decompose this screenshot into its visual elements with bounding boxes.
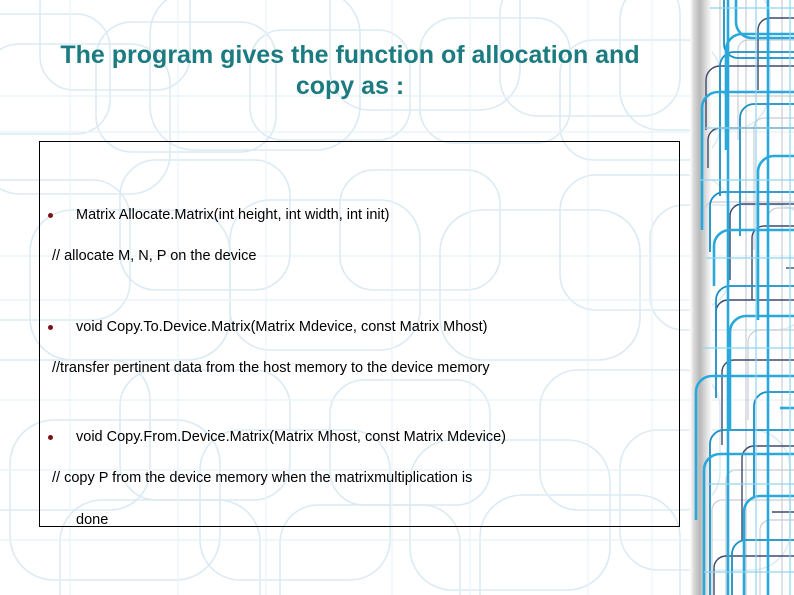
function-signature-text: Matrix Allocate.Matrix(int height, int width, int init) bbox=[76, 207, 390, 223]
bullet-icon bbox=[48, 213, 53, 218]
code-comment-line: //transfer pertinent data from the host memory to the device memory bbox=[52, 360, 490, 376]
circuit-trace-pattern bbox=[690, 0, 794, 595]
function-signature-text: void Copy.From.Device.Matrix(Matrix Mhost, const Matrix Mdevice) bbox=[76, 429, 506, 445]
function-signature-line bbox=[40, 428, 679, 446]
code-comment-line: // copy P from the device memory when the matrixmultiplication is bbox=[52, 470, 473, 486]
slide-title-line-1: The program gives the function of allocation and bbox=[60, 41, 640, 69]
slide-title bbox=[18, 40, 682, 102]
function-signature-text: void Copy.To.Device.Matrix(Matrix Mdevice, const Matrix Mhost) bbox=[76, 319, 488, 335]
bullet-icon bbox=[48, 325, 53, 330]
content-box bbox=[39, 141, 680, 527]
code-block-copy-from-device bbox=[40, 428, 679, 530]
function-signature-line bbox=[40, 318, 679, 336]
bullet-icon bbox=[48, 435, 53, 440]
code-block-allocate-matrix bbox=[40, 206, 679, 266]
slide-title-line-2: copy as : bbox=[295, 72, 405, 100]
code-comment-line: // allocate M, N, P on the device bbox=[52, 248, 257, 264]
code-comment-continuation: done bbox=[76, 512, 109, 528]
function-signature-line bbox=[40, 206, 679, 224]
code-block-copy-to-device bbox=[40, 318, 679, 378]
